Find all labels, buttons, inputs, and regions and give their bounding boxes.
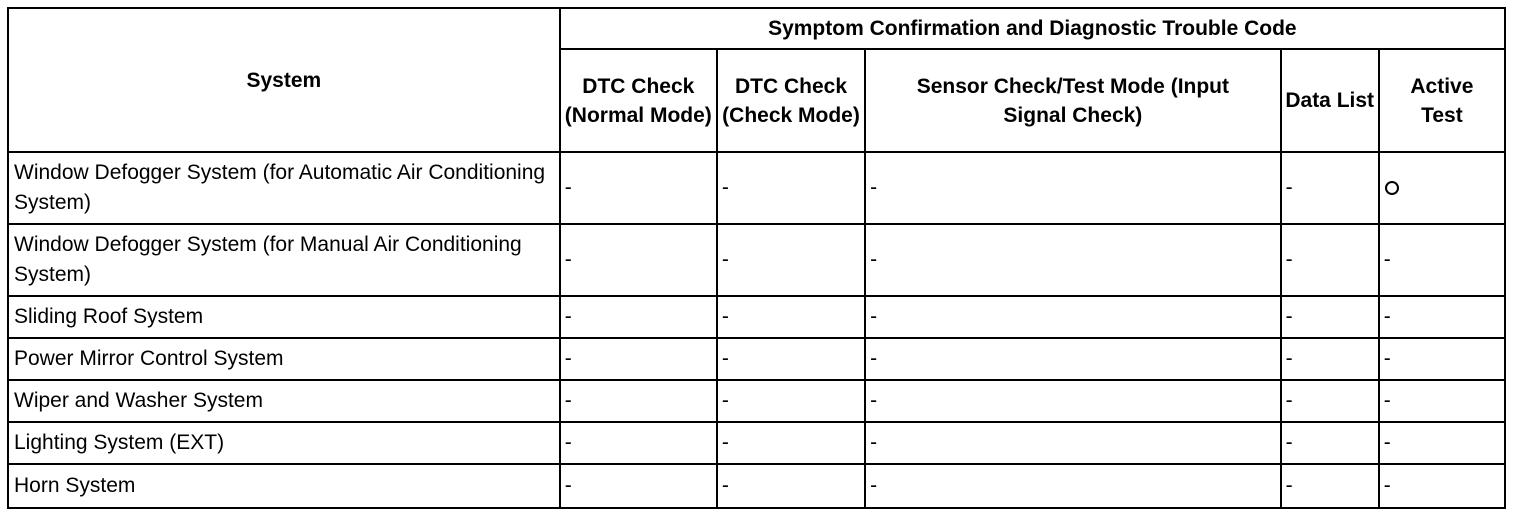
table-row — [8, 380, 1505, 422]
header-system: System — [8, 8, 560, 152]
system-cell: Wiper and Washer System — [8, 380, 560, 422]
sensor-check-cell: - — [865, 422, 1281, 464]
header-dtc-normal: DTC Check (Normal Mode) — [560, 49, 717, 152]
table-row — [8, 296, 1505, 338]
dtc-normal-cell: - — [560, 380, 717, 422]
active-test-cell: - — [1379, 296, 1505, 338]
dtc-check-cell: - — [717, 296, 865, 338]
dtc-check-cell: - — [717, 338, 865, 380]
data-list-cell: - — [1281, 152, 1379, 224]
system-cell: Window Defogger System (for Automatic Air Conditioning System) — [8, 152, 560, 224]
data-list-cell: - — [1281, 338, 1379, 380]
dtc-check-cell: - — [717, 380, 865, 422]
header-active-test: Active Test — [1379, 49, 1505, 152]
dtc-normal-cell: - — [560, 338, 717, 380]
table-row — [8, 224, 1505, 296]
diagnostic-table — [7, 7, 1506, 509]
active-test-cell: - — [1379, 380, 1505, 422]
active-test-cell: - — [1379, 224, 1505, 296]
dtc-normal-cell: - — [560, 152, 717, 224]
system-cell: Lighting System (EXT) — [8, 422, 560, 464]
header-dtc-check: DTC Check (Check Mode) — [717, 49, 865, 152]
system-cell: Power Mirror Control System — [8, 338, 560, 380]
circle-mark-icon — [1385, 181, 1399, 195]
data-list-cell: - — [1281, 296, 1379, 338]
data-list-cell: - — [1281, 380, 1379, 422]
system-cell: Sliding Roof System — [8, 296, 560, 338]
active-test-cell: - — [1379, 422, 1505, 464]
table-row — [8, 152, 1505, 224]
sensor-check-cell: - — [865, 224, 1281, 296]
table-row — [8, 338, 1505, 380]
dtc-normal-cell: - — [560, 224, 717, 296]
system-cell: Window Defogger System (for Manual Air Conditioning System) — [8, 224, 560, 296]
data-list-cell: - — [1281, 224, 1379, 296]
sensor-check-cell: - — [865, 296, 1281, 338]
data-list-cell: - — [1281, 422, 1379, 464]
dtc-check-cell: - — [717, 464, 865, 508]
dtc-check-cell: - — [717, 152, 865, 224]
sensor-check-cell: - — [865, 152, 1281, 224]
dtc-check-cell: - — [717, 224, 865, 296]
sensor-check-cell: - — [865, 464, 1281, 508]
dtc-check-cell: - — [717, 422, 865, 464]
header-group: Symptom Confirmation and Diagnostic Trouble Code — [560, 8, 1505, 49]
active-test-cell: - — [1379, 338, 1505, 380]
header-sensor-check: Sensor Check/Test Mode (Input Signal Check) — [865, 49, 1281, 152]
sensor-check-cell: - — [865, 380, 1281, 422]
dtc-normal-cell: - — [560, 422, 717, 464]
sensor-check-cell: - — [865, 338, 1281, 380]
table-row — [8, 464, 1505, 508]
header-data-list: Data List — [1281, 49, 1379, 152]
data-list-cell: - — [1281, 464, 1379, 508]
active-test-cell: - — [1379, 464, 1505, 508]
active-test-cell — [1379, 152, 1505, 224]
system-cell: Horn System — [8, 464, 560, 508]
dtc-normal-cell: - — [560, 464, 717, 508]
table-row — [8, 422, 1505, 464]
dtc-normal-cell: - — [560, 296, 717, 338]
